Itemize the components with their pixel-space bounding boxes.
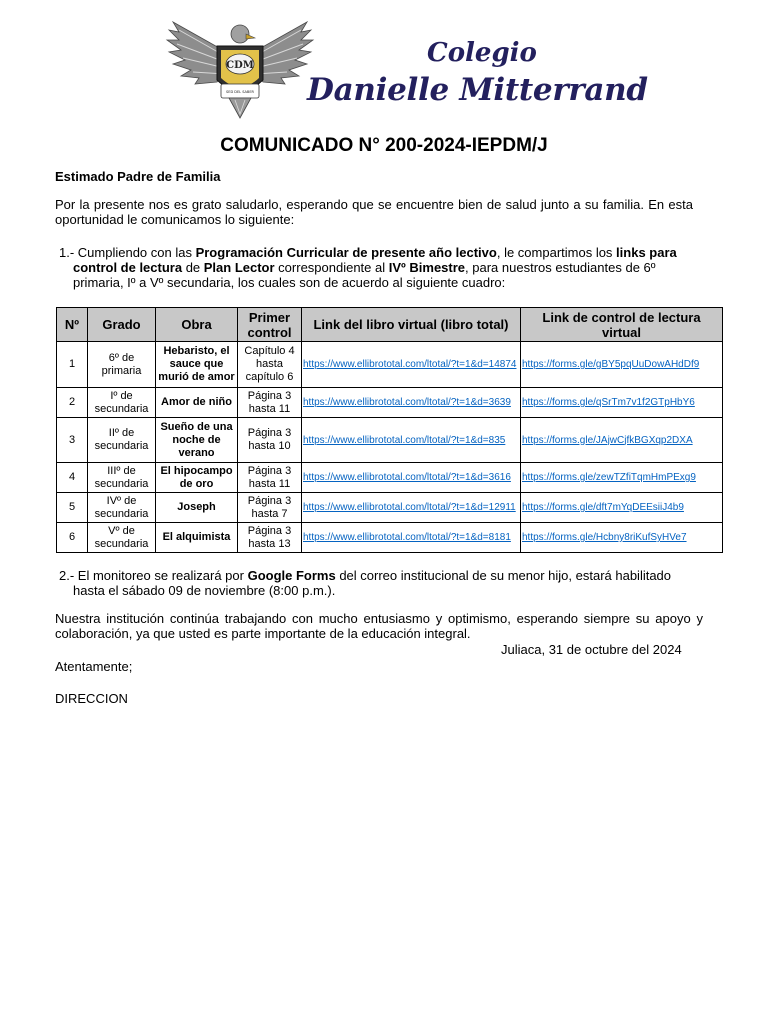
- form-link[interactable]: https://forms.gle/Hcbny8riKufSyHVe7: [522, 532, 687, 543]
- book-link[interactable]: https://www.ellibrototal.com/ltotal/?t=1&d=835: [302, 418, 521, 463]
- cell-control: Capítulo 4 hasta capítulo 6: [238, 342, 302, 388]
- table-row: [57, 523, 723, 553]
- eagle-emblem-icon: [165, 18, 315, 122]
- cell-control: Página 3 hasta 10: [238, 418, 302, 463]
- form-link-cell: [521, 463, 723, 493]
- cell-obra: El alquimista: [156, 523, 238, 553]
- date-line: Juliaca, 31 de octubre del 2024: [501, 642, 682, 657]
- school-name: Danielle Mitterrand: [307, 72, 648, 108]
- point-1-text: 1.- Cumpliendo con las: [59, 245, 196, 260]
- point-2-bold: Google Forms: [247, 568, 336, 583]
- cell-obra: Sueño de una noche de verano: [156, 418, 238, 463]
- intro-paragraph: Por la presente nos es grato saludarlo, esperando que se encuentre bien de salud junto a su familia. En esta oportunidad le comunicamos lo siguiente:: [55, 197, 693, 227]
- point-1: [59, 245, 704, 290]
- form-link[interactable]: https://forms.gle/JAjwCjfkBGXqp2DXA: [522, 434, 693, 446]
- cell-control: Página 3 hasta 7: [238, 493, 302, 523]
- form-link-cell: [521, 493, 723, 523]
- school-logo: [165, 18, 648, 122]
- table-row: [57, 342, 723, 388]
- header-lectura: Link de control de lectura virtual: [521, 308, 723, 342]
- cell-control: Página 3 hasta 11: [238, 388, 302, 418]
- form-link[interactable]: https://forms.gle/dft7mYqDEEsiiJ4b9: [522, 502, 684, 513]
- form-link-cell: [521, 523, 723, 553]
- table-row: [57, 388, 723, 418]
- header-num: Nº: [57, 308, 88, 342]
- salutation: Estimado Padre de Familia: [55, 169, 221, 184]
- header-grado: Grado: [88, 308, 156, 342]
- form-link-cell: [521, 342, 723, 388]
- emblem-initials: CDM: [226, 60, 254, 71]
- emblem-motto: SED DEL SABER: [226, 90, 254, 94]
- cell-grado: IIº de secundaria: [88, 418, 156, 463]
- cell-num: 6: [57, 523, 88, 553]
- table-row: [57, 493, 723, 523]
- school-prefix: Colegio: [427, 38, 537, 68]
- cell-num: 2: [57, 388, 88, 418]
- point-1-text: , le compartimos los: [496, 245, 617, 260]
- point-2-text: 2.- El monitoreo se realizará por: [59, 568, 248, 583]
- cell-control: Página 3 hasta 13: [238, 523, 302, 553]
- cell-obra: Amor de niño: [156, 388, 238, 418]
- header-control: Primer control: [238, 308, 302, 342]
- book-link[interactable]: https://www.ellibrototal.com/ltotal/?t=1&d=8181: [302, 523, 521, 553]
- book-link[interactable]: https://www.ellibrototal.com/ltotal/?t=1&d=14874: [302, 342, 521, 388]
- cell-num: 1: [57, 342, 88, 388]
- signature: DIRECCION: [55, 691, 128, 706]
- cell-grado: IVº de secundaria: [88, 493, 156, 523]
- form-link[interactable]: https://forms.gle/qSrTm7v1f2GTpHbY6: [522, 397, 695, 408]
- form-link-cell: [521, 418, 723, 463]
- cell-obra: El hipocampo de oro: [156, 463, 238, 493]
- point-1-text: correspondiente al: [274, 260, 389, 275]
- cell-num: 5: [57, 493, 88, 523]
- form-link[interactable]: https://forms.gle/gBY5pqUuDowAHdDf9: [522, 359, 700, 370]
- header-libro: Link del libro virtual (libro total): [302, 308, 521, 342]
- header-obra: Obra: [156, 308, 238, 342]
- cell-num: 4: [57, 463, 88, 493]
- point-1-bold: links para control de lectura: [73, 245, 677, 275]
- cell-obra: Hebaristo, el sauce que murió de amor: [156, 342, 238, 388]
- cell-num: 3: [57, 418, 88, 463]
- point-1-bold: Programación Curricular de presente año lectivo: [195, 245, 497, 260]
- form-link[interactable]: https://forms.gle/zewTZfiTqmHmPExg9: [522, 472, 696, 483]
- cell-grado: 6º de primaria: [88, 342, 156, 388]
- book-link[interactable]: https://www.ellibrototal.com/ltotal/?t=1&d=3639: [302, 388, 521, 418]
- point-2-text: del correo institucional de su menor hijo, estará habilitado hasta el sábado 09 de noviembre (8:00 p.m.).: [73, 568, 672, 598]
- point-1-text: de: [182, 260, 204, 275]
- book-link[interactable]: https://www.ellibrototal.com/ltotal/?t=1&d=12911: [302, 493, 521, 523]
- book-link[interactable]: https://www.ellibrototal.com/ltotal/?t=1&d=3616: [302, 463, 521, 493]
- sign-off: Atentamente;: [55, 659, 133, 674]
- table-row: [57, 463, 723, 493]
- point-2: [59, 568, 704, 598]
- cell-obra: Joseph: [156, 493, 238, 523]
- point-1-bold: IVº Bimestre: [388, 260, 466, 275]
- cell-control: Página 3 hasta 11: [238, 463, 302, 493]
- cell-grado: Iº de secundaria: [88, 388, 156, 418]
- cell-grado: Vº de secundaria: [88, 523, 156, 553]
- point-1-text: , para nuestros estudiantes de 6º primaria, Iº a Vº secundaria, los cuales son de acuerdo al siguiente cuadro:: [73, 260, 656, 290]
- closing-paragraph: Nuestra institución continúa trabajando con mucho entusiasmo y optimismo, esperando siempre su apoyo y colaboración, ya que usted es parte importante de la educación integral.: [55, 611, 703, 641]
- table-header-row: [57, 308, 723, 342]
- table-row: [57, 418, 723, 463]
- cell-grado: IIIº de secundaria: [88, 463, 156, 493]
- communique-title: COMUNICADO N° 200-2024-IEPDM/J: [220, 135, 548, 156]
- reading-control-table: [56, 307, 723, 553]
- form-link-cell: [521, 388, 723, 418]
- point-1-bold: Plan Lector: [203, 260, 275, 275]
